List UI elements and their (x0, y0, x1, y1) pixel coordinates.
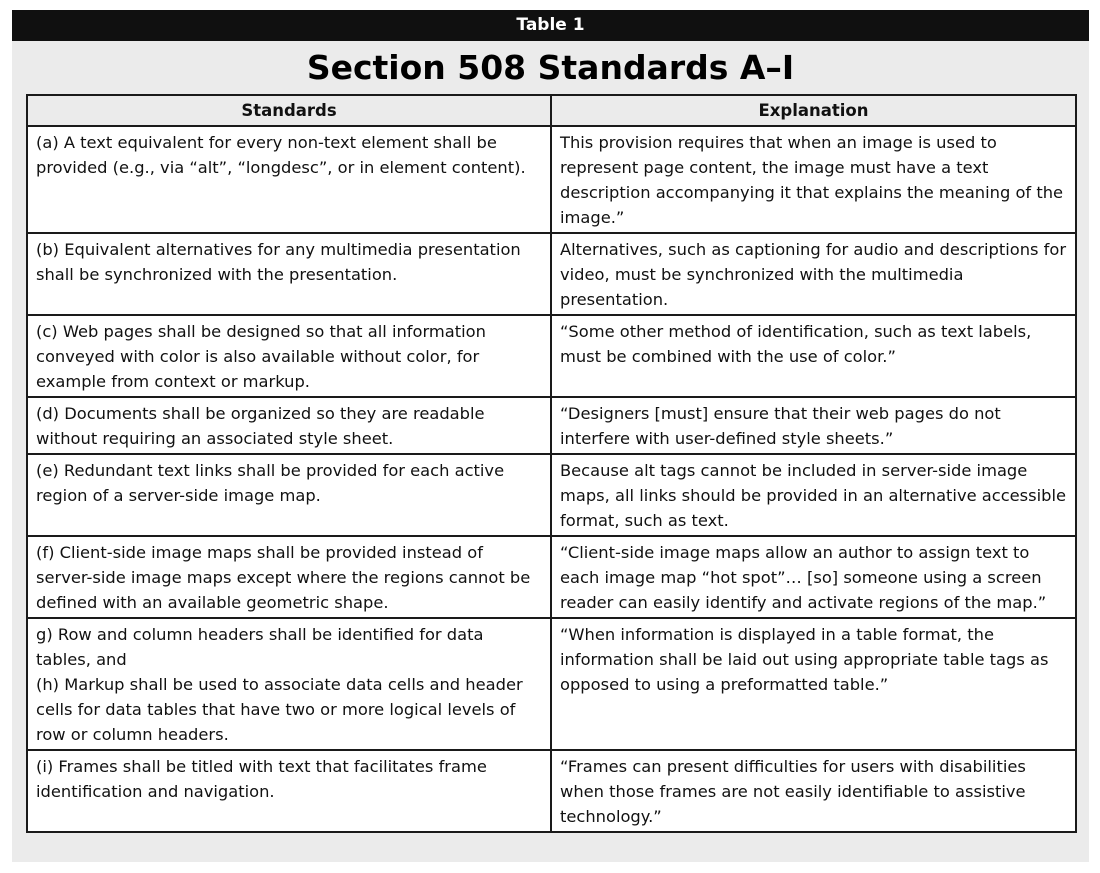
table-title: Section 508 Standards A–I (306, 48, 795, 87)
standard-cell (27, 618, 551, 750)
column-header-standards: Standards (27, 95, 551, 126)
standard-cell (27, 750, 551, 832)
standard-text: (c) Web pages shall be designed so that all information conveyed with color is also available without color, for example from context or markup. (36, 322, 486, 391)
explanation-cell: Because alt tags cannot be included in server-side image maps, all links should be provided in an alternative accessible format, such as text. (551, 454, 1076, 536)
standard-text: (i) Frames shall be titled with text that facilitates frame identification and navigation. (36, 757, 487, 801)
standards-table (26, 94, 1077, 833)
standard-text: (e) Redundant text links shall be provided for each active region of a server-side image map. (36, 461, 505, 505)
standard-text: (d) Documents shall be organized so they are readable without requiring an associated style sheet. (36, 404, 485, 448)
column-header-explanation: Explanation (551, 95, 1076, 126)
table-row (27, 454, 1076, 536)
header-row (27, 95, 1076, 126)
standard-cell (27, 233, 551, 315)
table-label-banner: Table 1 (12, 10, 1089, 41)
table-row (27, 233, 1076, 315)
standard-text: (a) A text equivalent for every non-text element shall be provided (e.g., via “alt”, “longdesc”, or in element content). (36, 133, 526, 177)
table-row (27, 750, 1076, 832)
explanation-cell: “Client-side image maps allow an author to assign text to each image map “hot spot”… [so] someone using a screen reader can easily identify and activate regions of the map.” (551, 536, 1076, 618)
standard-text: (f) Client-side image maps shall be provided instead of server-side image maps except where the regions cannot be defined with an available geometric shape. (36, 543, 531, 612)
table-row (27, 618, 1076, 750)
standard-cell (27, 536, 551, 618)
standard-cell (27, 315, 551, 397)
standard-text: (b) Equivalent alternatives for any multimedia presentation shall be synchronized with the presentation. (36, 240, 521, 284)
table-row (27, 397, 1076, 454)
explanation-cell: Alternatives, such as captioning for audio and descriptions for video, must be synchronized with the multimedia presentation. (551, 233, 1076, 315)
figure-panel (12, 10, 1089, 862)
table-row (27, 315, 1076, 397)
standard-cell (27, 397, 551, 454)
explanation-cell: This provision requires that when an image is used to represent page content, the image must have a text description accompanying it that explains the meaning of the image.” (551, 126, 1076, 233)
explanation-cell: “Frames can present difficulties for users with disabilities when those frames are not easily identifiable to assistive technology.” (551, 750, 1076, 832)
explanation-cell: “Designers [must] ensure that their web pages do not interfere with user-defined style sheets.” (551, 397, 1076, 454)
explanation-cell: “When information is displayed in a table format, the information shall be laid out using appropriate table tags as opposed to using a preformatted table.” (551, 618, 1076, 750)
table-row (27, 536, 1076, 618)
standard-cell (27, 126, 551, 233)
standard-cell (27, 454, 551, 536)
standard-text: g) Row and column headers shall be identified for data tables, and (36, 625, 484, 669)
standard-text: (h) Markup shall be used to associate data cells and header cells for data tables that have two or more logical levels of row or column headers. (36, 675, 523, 744)
table-row (27, 126, 1076, 233)
explanation-cell: “Some other method of identification, such as text labels, must be combined with the use of color.” (551, 315, 1076, 397)
